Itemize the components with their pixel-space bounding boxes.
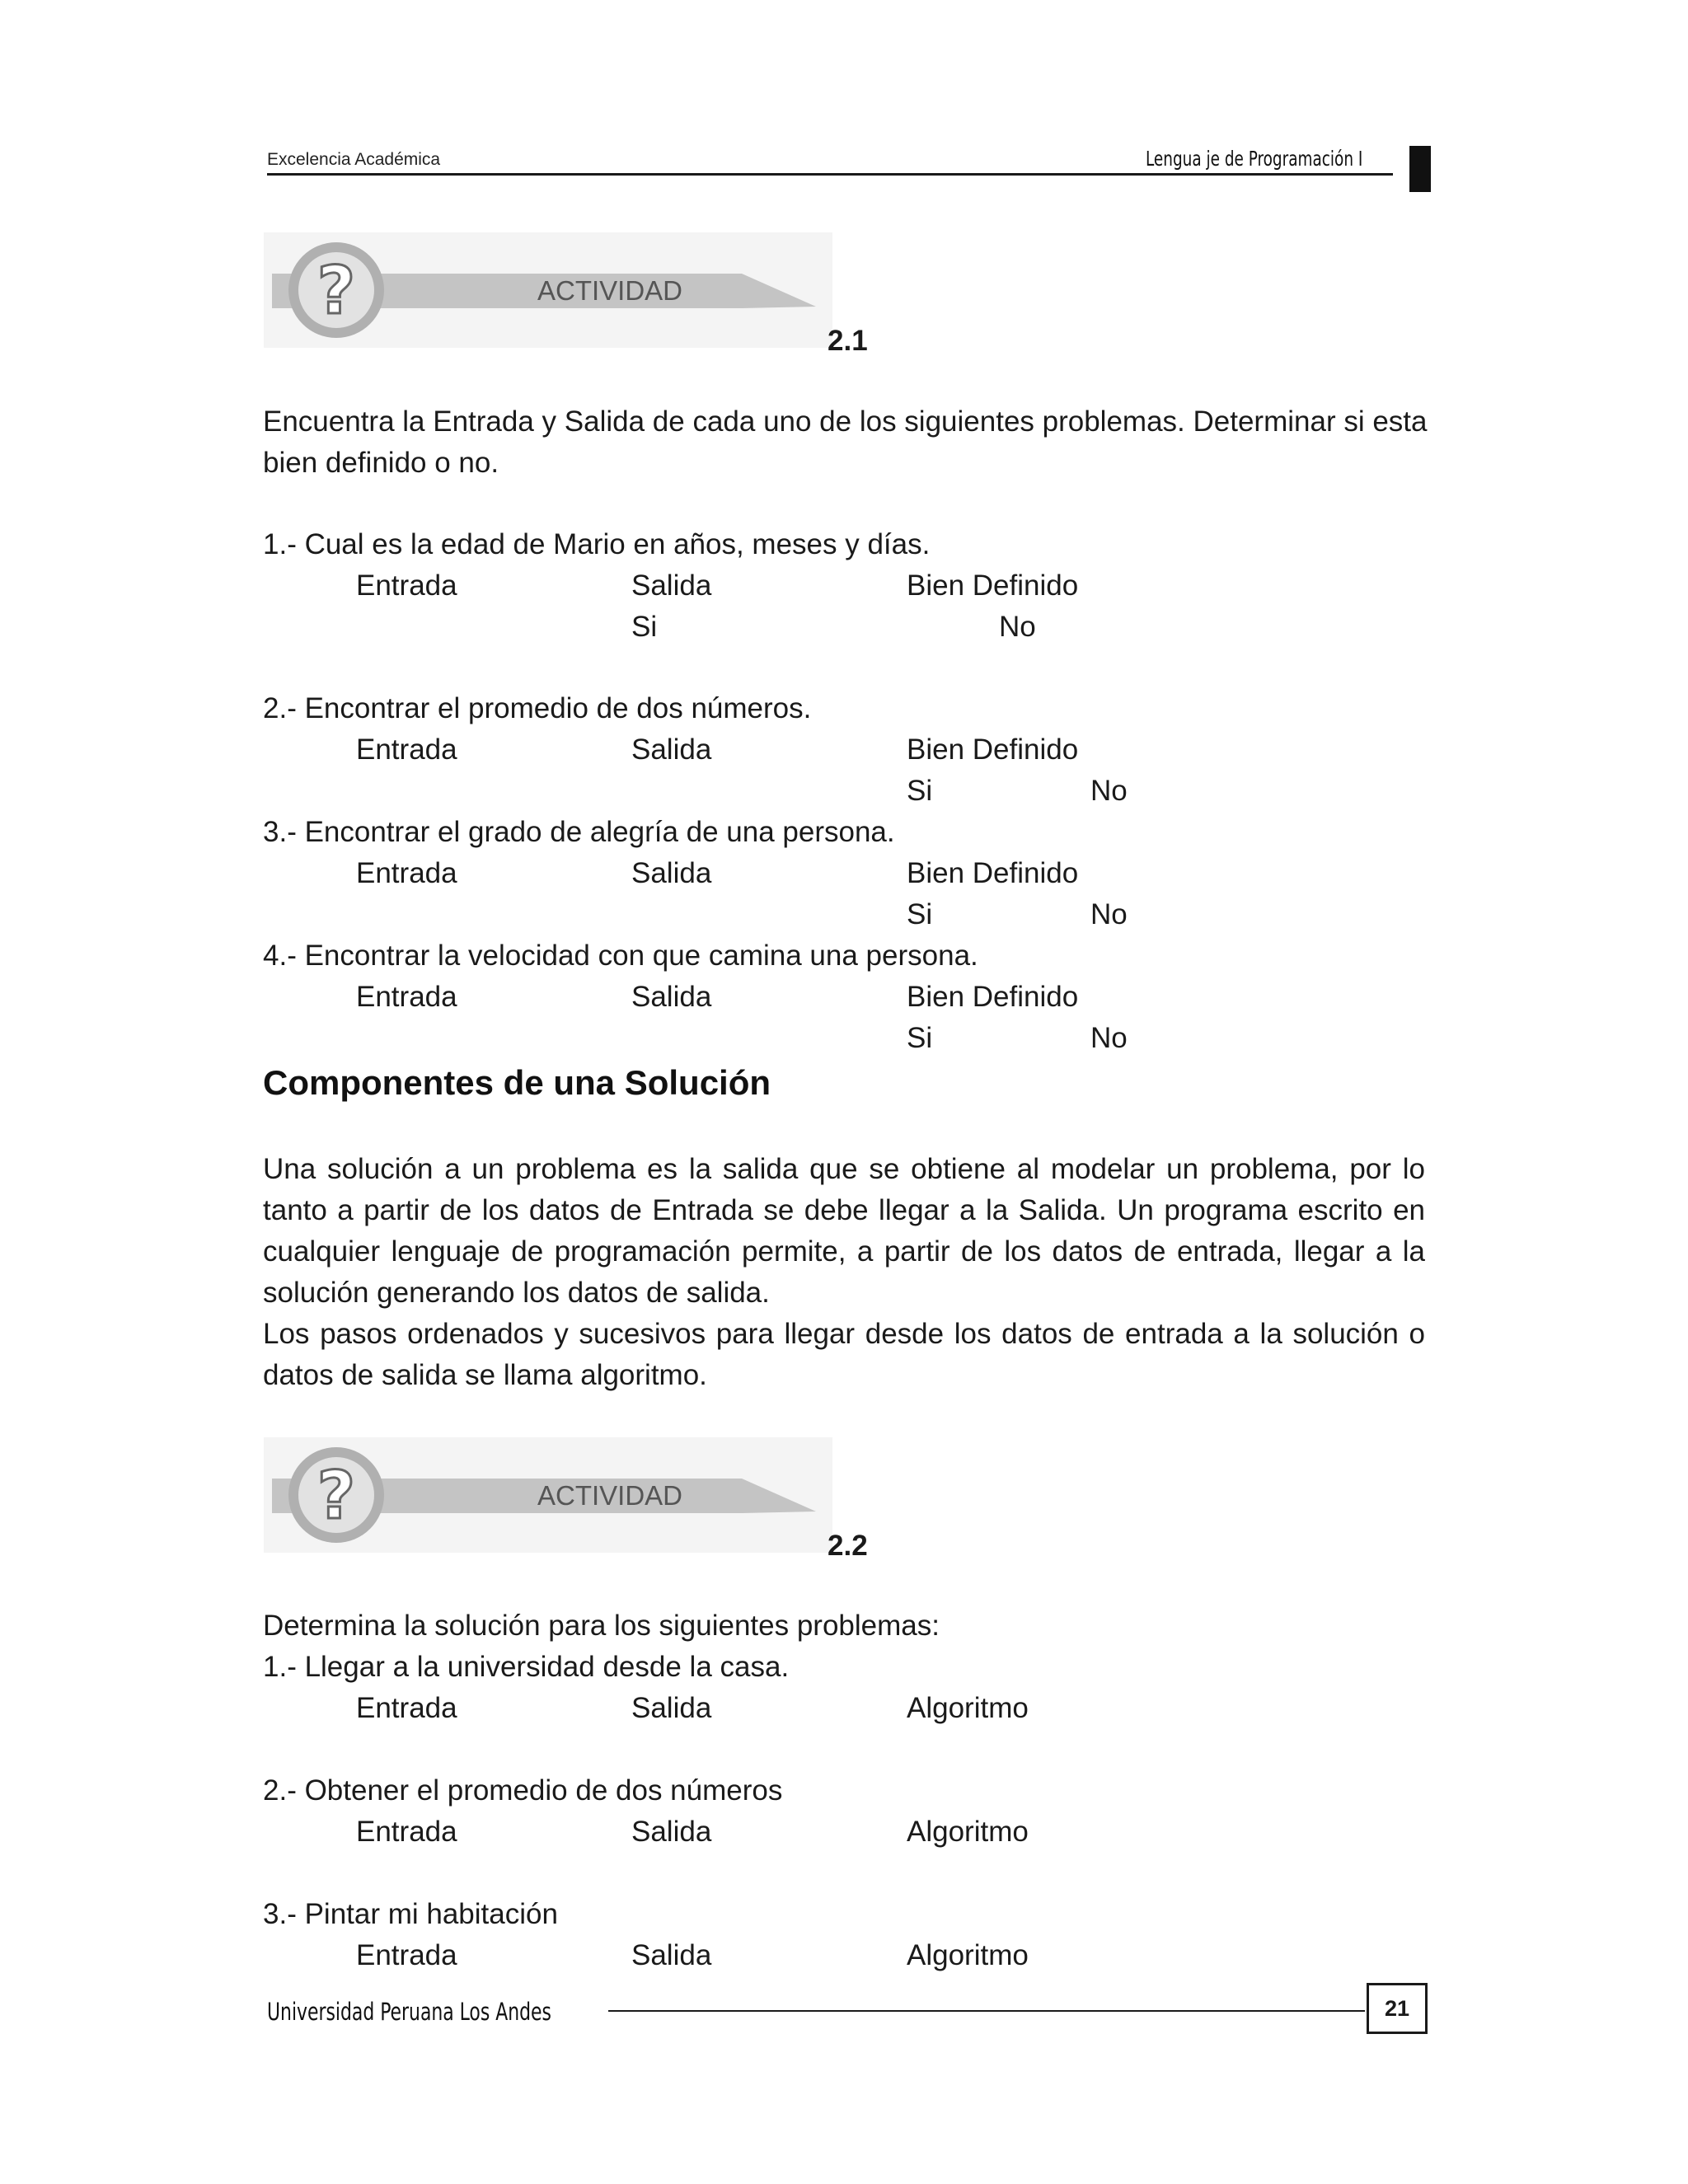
option-si: Si bbox=[907, 1022, 933, 1054]
activity-intro-line: Encuentra la Entrada y Salida de cada uno de los siguientes problemas. Determinar si esta bbox=[263, 405, 1428, 438]
activity-intro-line: bien definido o no. bbox=[263, 447, 499, 479]
problem-title: 1.- Llegar a la universidad desde la casa. bbox=[263, 1651, 790, 1683]
problem-title: 4.- Encontrar la velocidad con que camina una persona. bbox=[263, 940, 978, 972]
column-algoritmo: Algoritmo bbox=[907, 1816, 1029, 1848]
activity-banner-1 bbox=[264, 232, 832, 348]
problem-title: 1.- Cual es la edad de Mario en años, meses y días. bbox=[263, 528, 931, 560]
page-number: 21 bbox=[1367, 1983, 1428, 2034]
column-algoritmo: Algoritmo bbox=[907, 1692, 1029, 1724]
activity-intro-line: Determina la solución para los siguientes problemas: bbox=[263, 1610, 940, 1642]
column-salida: Salida bbox=[631, 981, 712, 1013]
footer-rule bbox=[608, 2010, 1365, 2012]
section-paragraph: Una solución a un problema es la salida que se obtiene al modelar un problema, por lo tanto a partir de los datos de Entrada se debe llegar a la Salida. Un programa escrito en cualquier lenguaje de programación permite, a partir de los datos de entrada, llegar a la solución generando los datos de salida. bbox=[263, 1153, 1425, 1309]
column-bien-definido: Bien Definido bbox=[907, 857, 1079, 889]
problem-title: 3.- Encontrar el grado de alegría de una persona. bbox=[263, 816, 895, 848]
column-salida: Salida bbox=[631, 1816, 712, 1848]
footer-university: Universidad Peruana Los Andes bbox=[267, 1998, 551, 2026]
header-right-title: Lengua je de Programación I bbox=[1146, 147, 1363, 171]
option-no: No bbox=[999, 611, 1036, 643]
column-entrada: Entrada bbox=[356, 569, 457, 602]
column-entrada: Entrada bbox=[356, 733, 457, 766]
activity-banner-label: ACTIVIDAD bbox=[537, 1480, 683, 1511]
column-entrada: Entrada bbox=[356, 981, 457, 1013]
column-entrada: Entrada bbox=[356, 857, 457, 889]
problem-title: 2.- Obtener el promedio de dos números bbox=[263, 1774, 783, 1807]
option-no: No bbox=[1090, 1022, 1128, 1054]
column-entrada: Entrada bbox=[356, 1692, 457, 1724]
column-bien-definido: Bien Definido bbox=[907, 981, 1079, 1013]
column-entrada: Entrada bbox=[356, 1939, 457, 1971]
option-no: No bbox=[1090, 775, 1128, 807]
activity-number: 2.2 bbox=[828, 1530, 868, 1562]
question-mark-icon: ? bbox=[316, 252, 356, 329]
problem-title: 3.- Pintar mi habitación bbox=[263, 1898, 558, 1930]
column-entrada: Entrada bbox=[356, 1816, 457, 1848]
activity-banner-2 bbox=[264, 1437, 832, 1553]
column-bien-definido: Bien Definido bbox=[907, 569, 1079, 602]
column-salida: Salida bbox=[631, 569, 712, 602]
option-si: Si bbox=[631, 611, 658, 643]
column-salida: Salida bbox=[631, 857, 712, 889]
option-si: Si bbox=[907, 898, 933, 930]
option-si: Si bbox=[907, 775, 933, 807]
header-rule bbox=[267, 173, 1393, 176]
question-mark-icon: ? bbox=[316, 1457, 356, 1534]
activity-banner-label: ACTIVIDAD bbox=[537, 275, 683, 306]
option-no: No bbox=[1090, 898, 1128, 930]
header-tab-marker bbox=[1409, 146, 1431, 192]
column-salida: Salida bbox=[631, 1939, 712, 1971]
column-algoritmo: Algoritmo bbox=[907, 1939, 1029, 1971]
section-paragraph: Los pasos ordenados y sucesivos para llegar desde los datos de entrada a la solución o datos de salida se llama algoritmo. bbox=[263, 1318, 1425, 1391]
header-left-title: Excelencia Académica bbox=[267, 150, 441, 169]
problem-title: 2.- Encontrar el promedio de dos números. bbox=[263, 692, 812, 724]
section-heading: Componentes de una Solución bbox=[263, 1063, 771, 1102]
activity-number: 2.1 bbox=[828, 325, 868, 357]
column-bien-definido: Bien Definido bbox=[907, 733, 1079, 766]
column-salida: Salida bbox=[631, 733, 712, 766]
column-salida: Salida bbox=[631, 1692, 712, 1724]
